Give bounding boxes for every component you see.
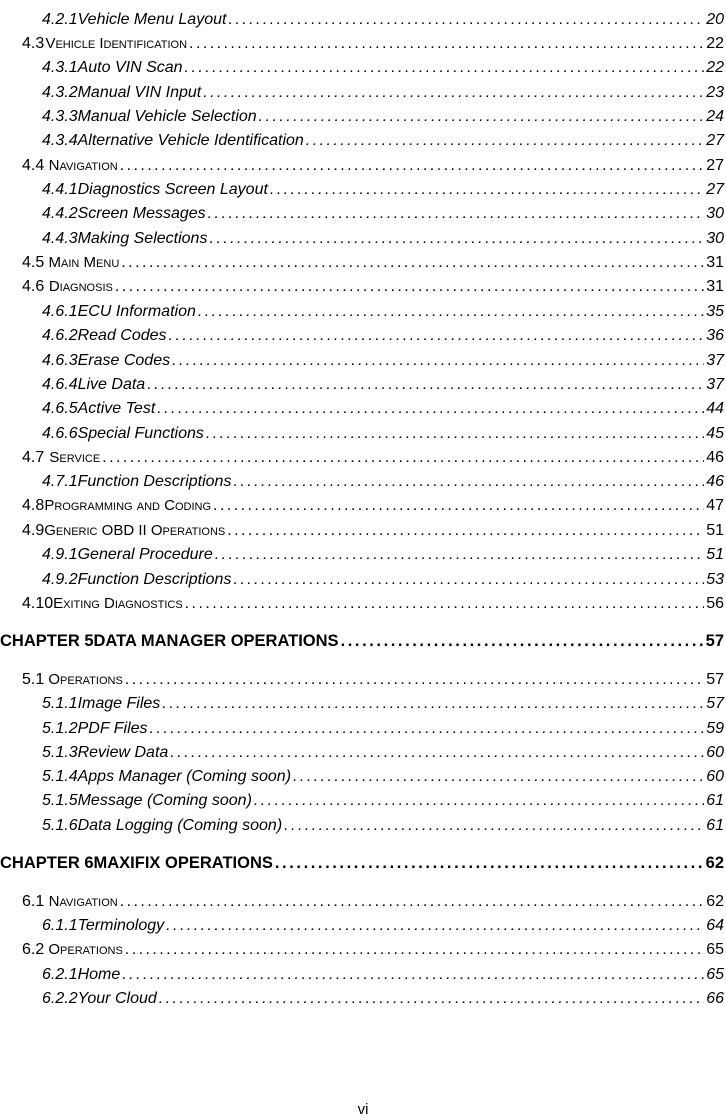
toc-entry-page: 46 xyxy=(706,449,724,466)
dot-leader xyxy=(189,35,704,53)
toc-entry-number: 6.1 xyxy=(22,893,45,910)
toc-entry[interactable] xyxy=(22,941,724,959)
toc-entry[interactable] xyxy=(42,744,724,762)
toc-entry-number: 4.3.3 xyxy=(42,108,78,125)
toc-entry[interactable] xyxy=(42,230,724,248)
dot-leader xyxy=(172,352,704,370)
toc-entry-title: Auto VIN Scan xyxy=(77,59,183,76)
toc-entry[interactable] xyxy=(42,792,724,810)
dot-leader xyxy=(233,473,704,491)
toc-entry-number: 5.1.5 xyxy=(42,792,78,809)
toc-entry-title: Operations xyxy=(48,941,123,958)
toc-entry-number: 4.6.3 xyxy=(42,352,78,369)
toc-entry-number: 5.1.2 xyxy=(42,720,78,737)
dot-leader xyxy=(159,990,704,1008)
toc-entry[interactable] xyxy=(22,278,724,296)
toc-entry-title: Message (Coming soon) xyxy=(77,792,252,809)
toc-entry[interactable] xyxy=(22,522,724,540)
toc-entry-page: 36 xyxy=(706,327,724,344)
dot-leader xyxy=(213,497,704,515)
toc-entry-page: 37 xyxy=(706,376,724,393)
toc-entry-title: Alternative Vehicle Identification xyxy=(77,132,304,149)
dot-leader xyxy=(254,792,704,810)
toc-entry-title: Read Codes xyxy=(77,327,167,344)
toc-entry[interactable] xyxy=(22,497,724,515)
toc-entry-number: 5.1.3 xyxy=(42,744,78,761)
toc-entry-title: Vehicle Menu Layout xyxy=(77,11,227,28)
toc-entry-number: 6.2.1 xyxy=(42,966,78,983)
dot-leader xyxy=(233,571,704,589)
toc-entry-number: 4.3.2 xyxy=(42,84,78,101)
toc-entry-number: 4.6.5 xyxy=(42,400,78,417)
toc-entry-number: 4.4.3 xyxy=(42,230,78,247)
toc-entry-page: 22 xyxy=(706,59,724,76)
toc-entry[interactable] xyxy=(22,449,724,467)
toc-entry[interactable] xyxy=(42,917,724,935)
toc-entry-title: Exiting Diagnostics xyxy=(53,595,183,612)
toc-entry[interactable] xyxy=(42,108,724,126)
toc-entry[interactable] xyxy=(42,400,724,418)
toc-entry-page: 65 xyxy=(706,966,724,983)
toc-entry-title: Apps Manager (Coming soon) xyxy=(77,768,292,785)
toc-entry-page: 24 xyxy=(706,108,724,125)
toc-entry-number: 4.3 xyxy=(22,35,45,52)
dot-leader xyxy=(121,254,704,272)
toc-entry-title: PDF Files xyxy=(77,720,148,737)
toc-entry-title: Function Descriptions xyxy=(77,473,232,490)
toc-entry-page: 37 xyxy=(706,352,724,369)
toc-entry[interactable] xyxy=(42,181,724,199)
toc-entry-number: 4.9.2 xyxy=(42,571,78,588)
dot-leader xyxy=(228,11,704,29)
toc-entry-page: 44 xyxy=(706,400,724,417)
toc-entry-page: 31 xyxy=(706,254,724,271)
dot-leader xyxy=(227,522,704,540)
dot-leader xyxy=(275,854,704,873)
dot-leader xyxy=(206,425,704,443)
toc-entry[interactable] xyxy=(42,132,724,150)
toc-entry-page: 61 xyxy=(706,792,724,809)
toc-entry[interactable] xyxy=(22,893,724,911)
toc-entry-page: 57 xyxy=(706,695,724,712)
toc-entry-number: 4.6.4 xyxy=(42,376,78,393)
toc-entry-title: Image Files xyxy=(77,695,161,712)
toc-entry-number: 5.1.1 xyxy=(42,695,78,712)
toc-entry-number: 6.2.2 xyxy=(42,990,78,1007)
dot-leader xyxy=(120,893,704,911)
toc-entry-title: Function Descriptions xyxy=(77,571,232,588)
toc-entry-title: Service xyxy=(49,449,101,466)
toc-entry-page: 62 xyxy=(705,854,724,872)
dot-leader xyxy=(157,400,704,418)
toc-entry-title: Diagnosis xyxy=(48,278,113,295)
toc-entry-number: 4.6.6 xyxy=(42,425,78,442)
dot-leader xyxy=(203,84,704,102)
toc-entry-title: Vehicle Identification xyxy=(45,35,188,52)
toc-chapter-entry[interactable] xyxy=(0,632,724,651)
toc-entry-page: 31 xyxy=(706,278,724,295)
toc-entry[interactable] xyxy=(42,59,724,77)
toc-entry-title: MAXIFIX OPERATIONS xyxy=(93,854,273,872)
toc-entry[interactable] xyxy=(42,205,724,223)
toc-entry-number: 5.1.4 xyxy=(42,768,78,785)
toc-entry[interactable] xyxy=(42,695,724,713)
toc-entry[interactable] xyxy=(42,966,724,984)
toc-entry-page: 35 xyxy=(706,303,724,320)
dot-leader xyxy=(259,108,705,126)
toc-entry-title: Programming and Coding xyxy=(44,497,212,514)
toc-entry-title: Operations xyxy=(48,671,123,688)
toc-entry[interactable] xyxy=(42,990,724,1008)
dot-leader xyxy=(306,132,704,150)
dot-leader xyxy=(125,941,704,959)
dot-leader xyxy=(150,720,705,738)
toc-entry-title: Generic OBD II Operations xyxy=(44,522,226,539)
toc-entry-title: DATA MANAGER OPERATIONS xyxy=(93,632,339,650)
toc-entry-number: 4.3.1 xyxy=(42,59,78,76)
toc-entry-title: Diagnostics Screen Layout xyxy=(77,181,268,198)
dot-leader xyxy=(198,303,704,321)
toc-entry-page: 27 xyxy=(706,132,724,149)
toc-entry-number: CHAPTER 5 xyxy=(0,632,94,650)
toc-entry-page: 62 xyxy=(706,893,724,910)
toc-entry-page: 53 xyxy=(706,571,724,588)
toc-entry-page: 60 xyxy=(706,768,724,785)
dot-leader xyxy=(170,744,704,762)
toc-entry-title: Screen Messages xyxy=(77,205,206,222)
toc-entry-number: 4.7.1 xyxy=(42,473,78,490)
toc-entry[interactable] xyxy=(42,817,724,835)
toc-entry-number: 4.2.1 xyxy=(42,11,78,28)
toc-entry-number: 4.8 xyxy=(22,497,45,514)
toc-entry[interactable] xyxy=(42,768,724,786)
toc-entry-number: 4.3.4 xyxy=(42,132,78,149)
toc-entry-title: General Procedure xyxy=(77,546,213,563)
toc-entry-title: Active Test xyxy=(77,400,156,417)
dot-leader xyxy=(185,59,705,77)
dot-leader xyxy=(122,966,704,984)
toc-entry[interactable] xyxy=(42,720,724,738)
toc-entry[interactable] xyxy=(22,671,724,689)
toc-entry-title: Navigation xyxy=(48,893,118,910)
dot-leader xyxy=(166,917,704,935)
toc-entry-page: 46 xyxy=(706,473,724,490)
dot-leader xyxy=(185,595,705,613)
toc-entry[interactable] xyxy=(42,425,724,443)
toc-entry-number: 5.1.6 xyxy=(42,817,78,834)
dot-leader xyxy=(115,278,704,296)
toc-entry-title: Live Data xyxy=(77,376,146,393)
toc-entry[interactable] xyxy=(42,303,724,321)
toc-entry-number: 6.2 xyxy=(22,941,45,958)
toc-entry-title: Erase Codes xyxy=(77,352,171,369)
toc-entry-title: Making Selections xyxy=(77,230,208,247)
toc-entry-page: 66 xyxy=(706,990,724,1007)
toc-entry-page: 57 xyxy=(705,632,724,650)
toc-entry[interactable] xyxy=(42,11,724,29)
dot-leader xyxy=(147,376,704,394)
toc-entry-page: 61 xyxy=(706,817,724,834)
dot-leader xyxy=(169,327,705,345)
toc-entry-number: 4.10 xyxy=(22,595,54,612)
toc-entry-title: Manual VIN Input xyxy=(77,84,202,101)
toc-entry-page: 47 xyxy=(706,497,724,514)
toc-entry-number: 4.6.2 xyxy=(42,327,78,344)
dot-leader xyxy=(270,181,704,199)
dot-leader xyxy=(162,695,704,713)
toc-entry-number: 4.6.1 xyxy=(42,303,78,320)
toc-entry-title: Data Logging (Coming soon) xyxy=(77,817,283,834)
toc-entry-title: Home xyxy=(77,966,121,983)
toc-entry-number: 4.4.2 xyxy=(42,205,78,222)
toc-entry-number: 4.9.1 xyxy=(42,546,78,563)
toc-entry-page: 45 xyxy=(706,425,724,442)
toc-entry-page: 56 xyxy=(706,595,724,612)
toc-entry-title: Review Data xyxy=(77,744,169,761)
toc-entry-title: Your Cloud xyxy=(77,990,157,1007)
toc-entry[interactable] xyxy=(22,157,724,175)
dot-leader xyxy=(341,632,704,651)
toc-entry-title: Navigation xyxy=(48,157,118,174)
toc-entry-number: 4.6 xyxy=(22,278,45,295)
toc-entry-page: 30 xyxy=(706,230,724,247)
toc-entry-number: 6.1.1 xyxy=(42,917,78,934)
toc-entry-number: 5.1 xyxy=(22,671,45,688)
toc-entry[interactable] xyxy=(42,327,724,345)
toc-entry[interactable] xyxy=(42,571,724,589)
page-number: vi xyxy=(357,1101,369,1118)
toc-entry-page: 59 xyxy=(706,720,724,737)
toc-entry-number: 4.4.1 xyxy=(42,181,78,198)
toc-entry-page: 51 xyxy=(706,546,724,563)
dot-leader xyxy=(293,768,704,786)
toc-entry-page: 57 xyxy=(706,671,724,688)
toc-entry[interactable] xyxy=(42,473,724,491)
toc-entry-page: 60 xyxy=(706,744,724,761)
toc-entry[interactable] xyxy=(42,84,724,102)
dot-leader xyxy=(102,449,704,467)
toc-entry-number: 4.9 xyxy=(22,522,45,539)
toc-entry-page: 20 xyxy=(706,11,724,28)
toc-entry-page: 64 xyxy=(706,917,724,934)
toc-entry[interactable] xyxy=(42,352,724,370)
dot-leader xyxy=(208,205,705,223)
toc-entry-title: Terminology xyxy=(77,917,165,934)
toc-entry-page: 27 xyxy=(706,157,724,174)
toc-entry-page: 23 xyxy=(706,84,724,101)
toc-entry-title: Manual Vehicle Selection xyxy=(77,108,257,125)
dot-leader xyxy=(284,817,704,835)
toc-entry-page: 65 xyxy=(706,941,724,958)
toc-entry[interactable] xyxy=(22,595,724,613)
toc-chapter-entry[interactable] xyxy=(0,854,724,873)
toc-entry-page: 22 xyxy=(706,35,724,52)
toc-entry[interactable] xyxy=(42,546,724,564)
toc-entry-title: Main Menu xyxy=(48,254,120,271)
toc-entry-number: 4.7 xyxy=(22,449,45,466)
toc-entry[interactable] xyxy=(42,376,724,394)
dot-leader xyxy=(209,230,704,248)
toc-entry-number: CHAPTER 6 xyxy=(0,854,94,872)
dot-leader xyxy=(215,546,704,564)
dot-leader xyxy=(125,671,704,689)
toc-entry-title: Special Functions xyxy=(77,425,204,442)
toc-entry-number: 4.5 xyxy=(22,254,45,271)
dot-leader xyxy=(120,157,704,175)
toc-entry-page: 30 xyxy=(706,205,724,222)
toc-entry-title: ECU Information xyxy=(77,303,196,320)
toc-entry-page: 27 xyxy=(706,181,724,198)
toc-entry-page: 51 xyxy=(706,522,724,539)
toc-entry[interactable] xyxy=(22,35,724,53)
toc-entry[interactable] xyxy=(22,254,724,272)
toc-entry-number: 4.4 xyxy=(22,157,45,174)
